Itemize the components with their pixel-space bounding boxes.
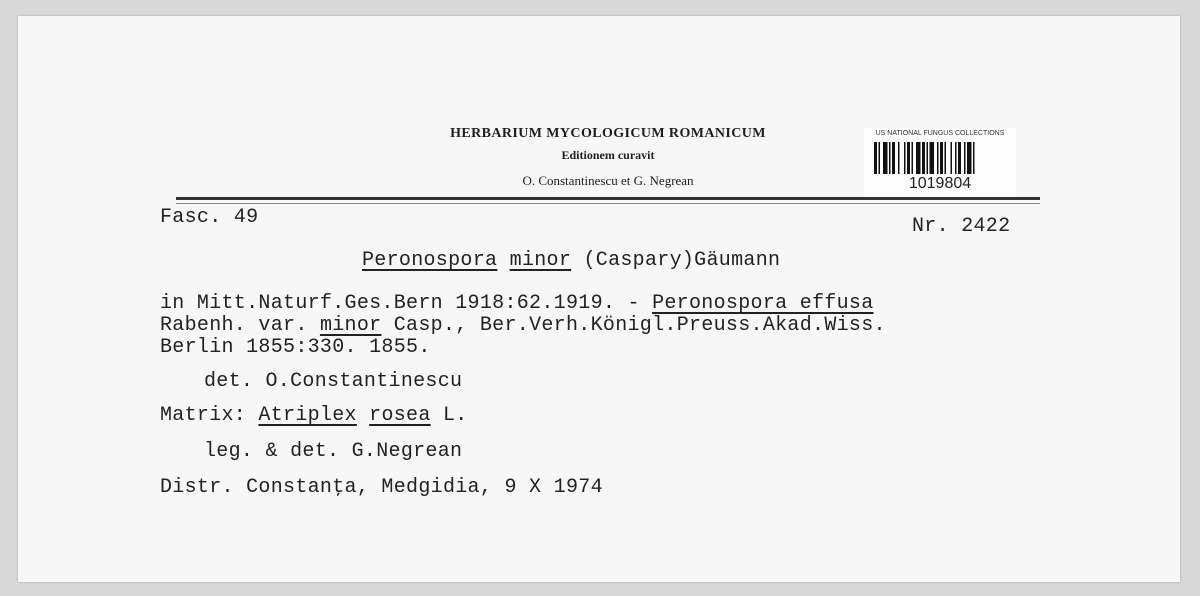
series-subtitle: Editionem curavit xyxy=(561,148,655,162)
series-title: HERBARIUM MYCOLOGICUM ROMANICUM xyxy=(450,126,766,141)
host-authority: L. xyxy=(430,404,468,427)
determiner: det. O.Constantinescu xyxy=(204,370,463,393)
matrix-host xyxy=(160,404,468,427)
host-epithet: rosea xyxy=(369,404,431,427)
host-genus: Atriplex xyxy=(258,404,357,427)
synonym-epithet: minor xyxy=(319,314,382,337)
citation-text: Rabenh. var. xyxy=(160,314,320,337)
series-editors: O. Constantinescu et G. Negrean xyxy=(522,173,694,188)
header-divider xyxy=(176,197,1040,200)
exsiccata-number: Nr. 2422 xyxy=(912,215,1011,238)
species-genus: Peronospora xyxy=(362,249,498,272)
citation-line-3: Berlin 1855:330. 1855. xyxy=(160,336,431,359)
matrix-label: Matrix: xyxy=(160,404,259,427)
collector: leg. & det. G.Negrean xyxy=(204,440,463,463)
species-authority: (Caspary)Gäumann xyxy=(583,249,781,272)
species-name xyxy=(362,249,780,272)
barcode-caption: US NATIONAL FUNGUS COLLECTIONS xyxy=(875,130,1005,137)
fascicle-number: Fasc. 49 xyxy=(160,206,259,229)
citation-text: in Mitt.Naturf.Ges.Bern 1918:62.1919. - xyxy=(160,292,653,315)
synonym-name: Peronospora effusa xyxy=(652,292,874,315)
species-epithet: minor xyxy=(509,249,572,272)
barcode-icon xyxy=(874,142,1006,174)
citation-text: Casp., Ber.Verh.Königl.Preuss.Akad.Wiss. xyxy=(381,314,886,337)
header-divider-thin xyxy=(176,203,1040,204)
citation-line-1 xyxy=(160,292,874,315)
citation-line-2 xyxy=(160,314,886,337)
locality-date: Distr. Constanţa, Medgidia, 9 X 1974 xyxy=(160,476,603,499)
herbarium-label xyxy=(18,16,1180,582)
barcode-number: 1019804 xyxy=(908,175,972,192)
barcode-label xyxy=(864,128,1016,198)
